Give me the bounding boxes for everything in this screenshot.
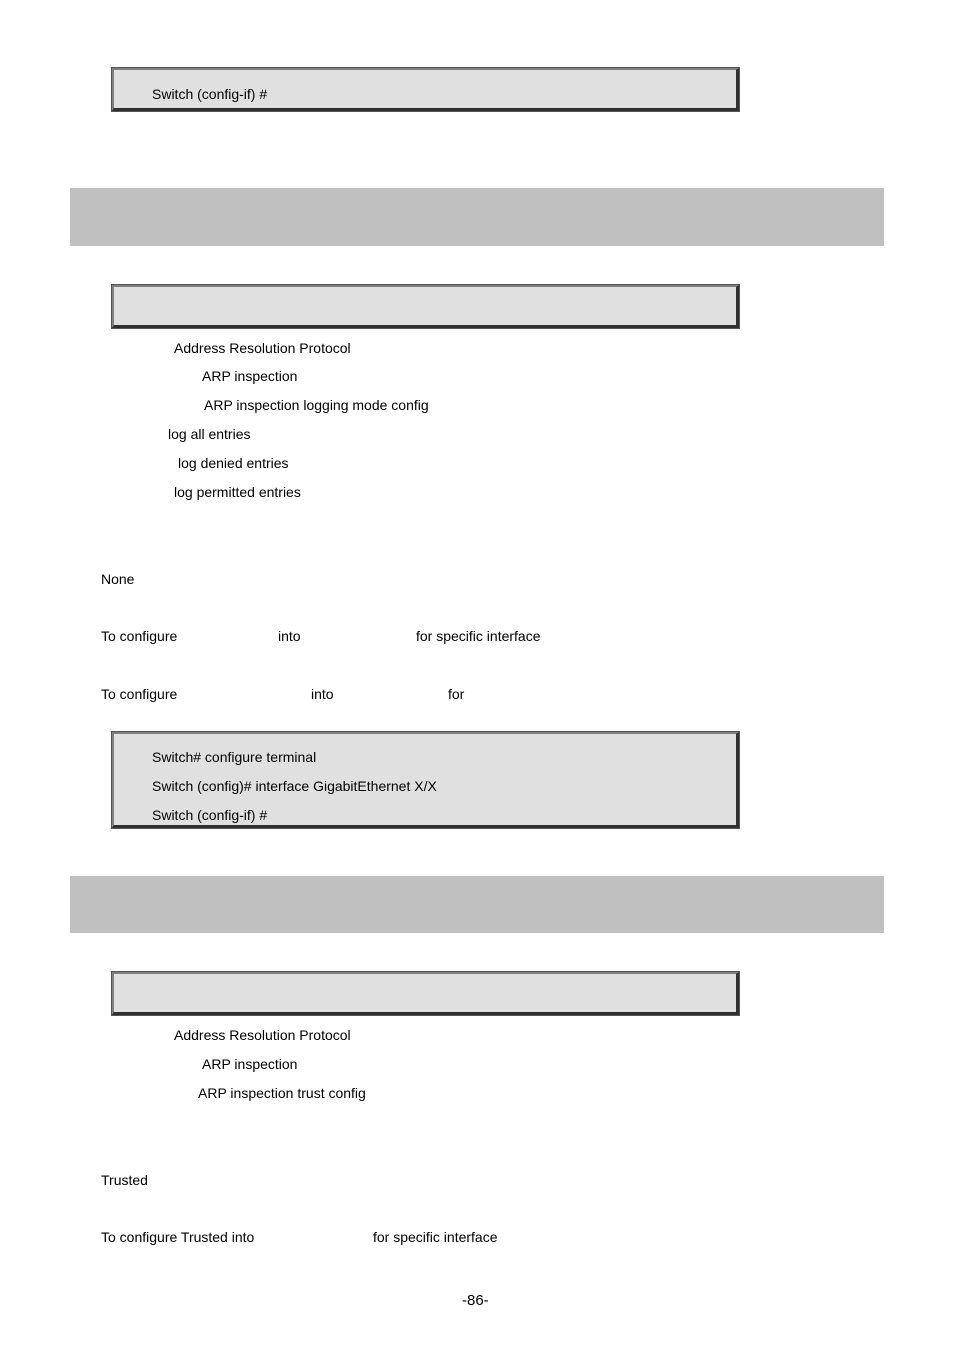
syntax-box-1 <box>112 285 739 328</box>
page-number: -86- <box>462 1292 489 1309</box>
code-line: Switch# configure terminal <box>152 749 317 765</box>
param-text: ARP inspection logging mode config <box>204 397 429 413</box>
param-text: Address Resolution Protocol <box>174 340 351 356</box>
param-text: ARP inspection trust config <box>198 1085 366 1101</box>
param-text: log permitted entries <box>174 484 301 500</box>
mode-text: To configure Trusted into <box>101 1229 255 1245</box>
param-text: log denied entries <box>178 455 289 471</box>
usage-text: To configure <box>101 686 178 702</box>
example-box-1 <box>112 732 739 828</box>
usage-text: for <box>448 686 465 702</box>
param-text: Address Resolution Protocol <box>174 1027 351 1043</box>
code-box-top <box>112 68 739 111</box>
syntax-box-2 <box>112 972 739 1015</box>
section-heading-band-1 <box>70 188 884 246</box>
code-line: Switch (config)# interface GigabitEthernet X/X <box>152 778 437 794</box>
param-text: ARP inspection <box>202 368 298 384</box>
mode-text: To configure <box>101 628 178 644</box>
param-text: log all entries <box>168 426 251 442</box>
default-value: None <box>101 571 135 587</box>
default-value: Trusted <box>101 1172 148 1188</box>
mode-text: for specific interface <box>373 1229 498 1245</box>
section-heading-band-2 <box>70 876 884 933</box>
mode-text: for specific interface <box>416 628 541 644</box>
usage-text: into <box>311 686 334 702</box>
code-line: Switch (config-if) # <box>152 807 268 823</box>
param-text: ARP inspection <box>202 1056 298 1072</box>
code-line: Switch (config-if) # <box>152 86 268 102</box>
mode-text: into <box>278 628 301 644</box>
